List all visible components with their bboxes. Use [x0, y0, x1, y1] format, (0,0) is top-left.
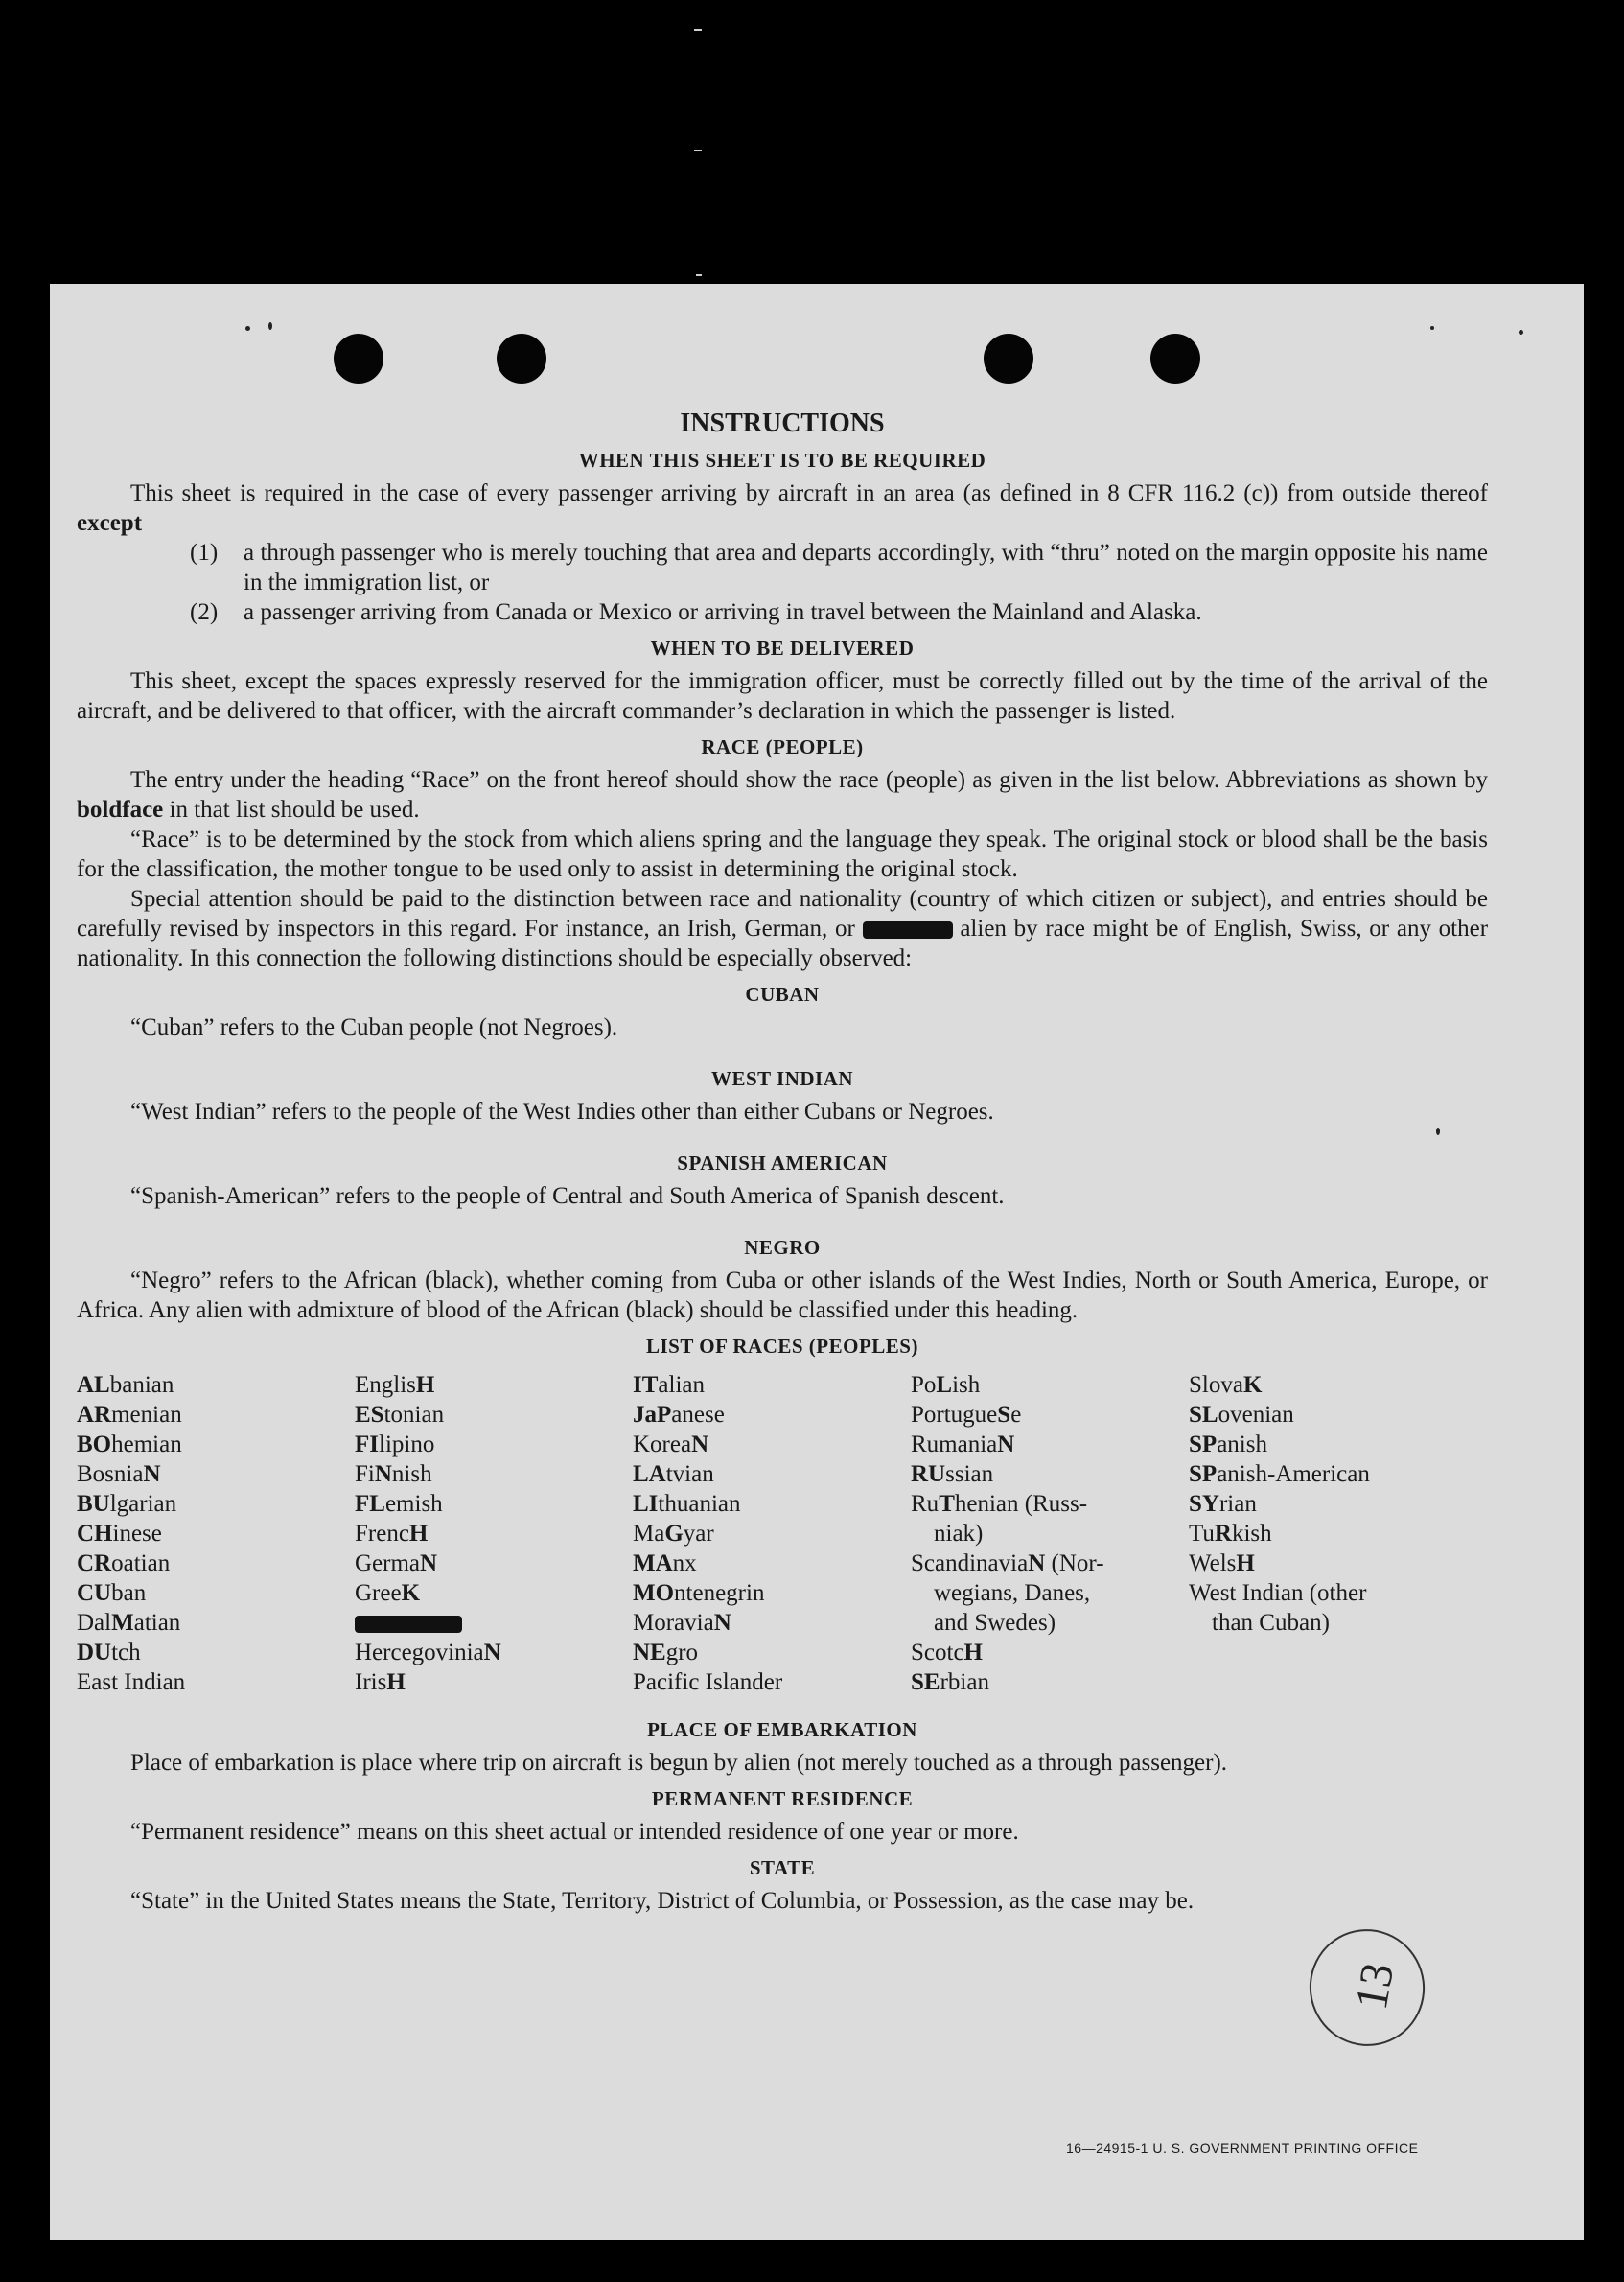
- race-entry: [911, 1400, 1189, 1430]
- race-text: Po: [911, 1372, 937, 1398]
- abbreviation-letters: SL: [1189, 1402, 1218, 1428]
- abbreviation-letters: AL: [77, 1372, 110, 1398]
- race-entry: [77, 1519, 355, 1548]
- paragraph-race-1: [77, 765, 1488, 825]
- race-entry: [77, 1667, 355, 1697]
- page-title: INSTRUCTIONS: [680, 408, 885, 438]
- race-entry: [77, 1370, 355, 1400]
- race-text: Hercegovinia: [355, 1640, 484, 1665]
- race-text: wegians, Danes,: [934, 1580, 1091, 1606]
- paragraph-west-indian: “West Indian” refers to the people of the West Indies other than either Cubans or Negroes.: [130, 1099, 994, 1125]
- race-entry: [77, 1578, 355, 1608]
- abbreviation-letters: H: [415, 1372, 435, 1398]
- race-entry: [1189, 1489, 1438, 1519]
- race-entry: [355, 1578, 633, 1608]
- race-text: Portugue: [911, 1402, 998, 1428]
- abbreviation-letters: H: [1236, 1550, 1255, 1576]
- race-3-a: Special attention should be paid to the distinction between race and nationality (country of which citizen or subject), and entries should be carefully revised by inspectors in this regard. For instance, an Irish, German, or: [77, 886, 1488, 942]
- race-entry: [77, 1638, 355, 1667]
- abbreviation-letters: S: [997, 1402, 1011, 1428]
- when-required-intro: This sheet is required in the case of every passenger arriving by aircraft in an area (as defined in 8 CFR 116.2 (c)) from outside thereof: [130, 480, 1488, 506]
- race-entry: [633, 1548, 911, 1578]
- race-entry: [355, 1667, 633, 1697]
- speck: [245, 326, 250, 331]
- paragraph-race-2: “Race” is to be determined by the stock from which aliens spring and the language they speak. The original stock or blood shall be the basis for the classification, the mother tongue to be used only to assist in determining the original stock.: [77, 827, 1488, 882]
- abbreviation-letters: BU: [77, 1491, 110, 1517]
- races-column: [77, 1370, 355, 1697]
- races-column: [911, 1370, 1189, 1697]
- paragraph-negro: “Negro” refers to the African (black), whether coming from Cuba or other islands of the West Indies, North or South America, Europe, or Africa. Any alien with admixture of blood of the African (black) should be classified under this heading.: [77, 1268, 1488, 1323]
- abbreviation-letters: N: [713, 1610, 731, 1636]
- abbreviation-letters: K: [401, 1580, 421, 1606]
- heading-race: RACE (PEOPLE): [701, 735, 864, 758]
- race-entry: [911, 1578, 1189, 1608]
- clause-1: [77, 538, 1488, 597]
- race-text: Ru: [911, 1491, 940, 1517]
- race-text: ovenian: [1218, 1402, 1294, 1428]
- scan-artifact: [694, 150, 702, 151]
- race-entry: [77, 1608, 355, 1638]
- printing-office-code: 16—24915-1 U. S. GOVERNMENT PRINTING OFFICE: [1066, 2140, 1419, 2155]
- race-entry: [355, 1638, 633, 1667]
- clause-2-text: a passenger arriving from Canada or Mexico or arriving in travel between the Mainland and Alaska.: [244, 599, 1202, 625]
- paragraph-residence: “Permanent residence” means on this sheet actual or intended residence of one year or more.: [130, 1819, 1019, 1845]
- abbreviation-letters: L: [936, 1372, 953, 1398]
- race-text: Scotc: [911, 1640, 964, 1665]
- race-text: rian: [1218, 1491, 1257, 1517]
- race-text: menian: [111, 1402, 182, 1428]
- race-entry: [911, 1370, 1189, 1400]
- scan-artifact: [696, 274, 702, 276]
- abbreviation-letters: T: [939, 1491, 955, 1517]
- race-text: Rumania: [911, 1432, 998, 1457]
- abbreviation-letters: N: [1028, 1550, 1046, 1576]
- abbreviation-letters: LI: [633, 1491, 659, 1517]
- race-entry: [77, 1489, 355, 1519]
- race-text: Scandinavia: [911, 1550, 1029, 1576]
- abbreviation-letters: N: [143, 1461, 161, 1487]
- heading-spanish-american: SPANISH AMERICAN: [677, 1152, 888, 1175]
- race-text: niak): [934, 1521, 984, 1547]
- race-entry: [633, 1430, 911, 1459]
- race-entry: [1189, 1548, 1438, 1578]
- race-text: anese: [671, 1402, 725, 1428]
- race-text: tvian: [665, 1461, 714, 1487]
- race-entry: [1189, 1459, 1438, 1489]
- race-text: Frenc: [355, 1521, 409, 1547]
- race-entry: [911, 1638, 1189, 1667]
- clause-2: [77, 597, 1488, 627]
- race-text: ntenegrin: [674, 1580, 765, 1606]
- heading-west-indian: WEST INDIAN: [710, 1067, 854, 1090]
- race-text: East Indian: [77, 1669, 186, 1695]
- race-1-boldface: boldface: [77, 797, 164, 823]
- race-entry: [911, 1667, 1189, 1697]
- heading-cuban: CUBAN: [745, 983, 820, 1006]
- race-entry: [1189, 1608, 1438, 1638]
- abbreviation-letters: M: [111, 1610, 134, 1636]
- race-entry: [355, 1459, 633, 1489]
- abbreviation-letters: AR: [77, 1402, 112, 1428]
- race-text: thuanian: [658, 1491, 741, 1517]
- paragraph-spanish-american: “Spanish-American” refers to the people of Central and South America of Spanish descent.: [130, 1183, 1005, 1209]
- race-text: Wels: [1189, 1550, 1237, 1576]
- clause-1-number: (1): [190, 540, 219, 566]
- race-entry: [1189, 1519, 1438, 1548]
- redaction-mark: [863, 921, 953, 939]
- abbreviation-letters: LA: [633, 1461, 666, 1487]
- race-3-b: alien by race might be of English, Swiss, or any other nationality. In this connection the following distinctions should be especially observed:: [77, 916, 1489, 971]
- clause-1-text: a through passenger who is merely touching that area and departs accordingly, with “thru” noted on the margin opposite his name in the immigration list, or: [244, 540, 1488, 595]
- abbreviation-letters: G: [664, 1521, 684, 1547]
- race-text: rbian: [940, 1669, 989, 1695]
- race-entry: [633, 1400, 911, 1430]
- race-text: ban: [111, 1580, 147, 1606]
- race-text: oatian: [111, 1550, 171, 1576]
- heading-residence: PERMANENT RESIDENCE: [651, 1787, 914, 1810]
- race-text: anish-American: [1217, 1461, 1370, 1487]
- race-entry: [911, 1459, 1189, 1489]
- race-text: lipino: [379, 1432, 435, 1457]
- race-text: nish: [391, 1461, 432, 1487]
- abbreviation-letters: JaP: [633, 1402, 672, 1428]
- race-entry: [911, 1548, 1189, 1578]
- race-text: Slova: [1189, 1372, 1243, 1398]
- race-entry: [633, 1608, 911, 1638]
- abbreviation-letters: SP: [1189, 1461, 1218, 1487]
- race-text: banian: [109, 1372, 174, 1398]
- paragraph-state: “State” in the United States means the State, Territory, District of Columbia, or Possession, as the case may be.: [130, 1888, 1195, 1914]
- race-text: ish: [952, 1372, 981, 1398]
- race-text: Fi: [355, 1461, 375, 1487]
- race-text: tch: [111, 1640, 141, 1665]
- abbreviation-letters: N: [483, 1640, 501, 1665]
- race-text: Dal: [77, 1610, 112, 1636]
- race-entry: [633, 1519, 911, 1548]
- punch-hole: [497, 334, 546, 384]
- punch-hole: [1150, 334, 1200, 384]
- race-1-a: The entry under the heading “Race” on the front hereof should show the race (people) as given in the list below. Abbreviations as shown by: [130, 767, 1488, 793]
- race-text: nx: [672, 1550, 697, 1576]
- clause-2-number: (2): [190, 599, 219, 625]
- race-entry: [355, 1608, 633, 1638]
- race-text: Englis: [355, 1372, 416, 1398]
- abbreviation-letters: N: [691, 1432, 709, 1457]
- abbreviation-letters: N: [420, 1550, 438, 1576]
- race-text: Bosnia: [77, 1461, 144, 1487]
- race-text: (Nor-: [1045, 1550, 1104, 1576]
- race-entry: [355, 1548, 633, 1578]
- race-text: inese: [112, 1521, 162, 1547]
- race-text: Germa: [355, 1550, 421, 1576]
- race-text: ssian: [945, 1461, 994, 1487]
- race-text: than Cuban): [1212, 1610, 1330, 1636]
- race-entry: [1189, 1400, 1438, 1430]
- race-text: Tu: [1189, 1521, 1215, 1547]
- paragraph-race-3: [77, 884, 1488, 973]
- speck: [1519, 330, 1523, 335]
- races-column: [633, 1370, 911, 1697]
- race-entry: [77, 1400, 355, 1430]
- abbreviation-letters: H: [408, 1521, 429, 1547]
- speck: [268, 322, 272, 330]
- race-text: Moravia: [633, 1610, 714, 1636]
- document-page: [50, 284, 1584, 2240]
- race-entry: [1189, 1370, 1438, 1400]
- abbreviation-letters: FI: [355, 1432, 379, 1457]
- race-entry: [355, 1430, 633, 1459]
- race-entry: [355, 1400, 633, 1430]
- race-text: Ma: [633, 1521, 665, 1547]
- race-text: West Indian (other: [1189, 1580, 1367, 1606]
- race-text: Pacific Islander: [633, 1669, 783, 1695]
- race-1-b: in that list should be used.: [169, 797, 420, 823]
- race-entry: [77, 1459, 355, 1489]
- race-text: hemian: [111, 1432, 182, 1457]
- abbreviation-letters: RU: [911, 1461, 946, 1487]
- abbreviation-letters: H: [963, 1640, 983, 1665]
- abbreviation-letters: BO: [77, 1432, 112, 1457]
- abbreviation-letters: ES: [355, 1402, 384, 1428]
- abbreviation-letters: H: [386, 1669, 406, 1695]
- race-text: anish: [1217, 1432, 1267, 1457]
- race-entry: [1189, 1578, 1438, 1608]
- race-entry: [911, 1519, 1189, 1548]
- race-text: yar: [683, 1521, 714, 1547]
- abbreviation-letters: SP: [1189, 1432, 1218, 1457]
- handwritten-number: 13: [1345, 1959, 1404, 2014]
- paragraph-when-delivered: This sheet, except the spaces expressly reserved for the immigration officer, must be correctly filled out by the time of the arrival of the aircraft, and be delivered to that officer, with the aircraft commander’s declaration in which the passenger is listed.: [77, 668, 1488, 724]
- abbreviation-letters: CH: [77, 1521, 113, 1547]
- abbreviation-letters: N: [997, 1432, 1015, 1457]
- abbreviation-letters: CR: [77, 1550, 112, 1576]
- abbreviation-letters: CU: [77, 1580, 112, 1606]
- scan-artifact: [694, 29, 702, 31]
- race-text: Gree: [355, 1580, 402, 1606]
- race-entry: [633, 1638, 911, 1667]
- race-entry: [633, 1370, 911, 1400]
- abbreviation-letters: SY: [1189, 1491, 1219, 1517]
- abbreviation-letters: DU: [77, 1640, 112, 1665]
- abbreviation-letters: SE: [911, 1669, 940, 1695]
- races-column: [355, 1370, 633, 1697]
- race-text: lgarian: [109, 1491, 177, 1517]
- paragraph-embarkation: Place of embarkation is place where trip on aircraft is begun by alien (not merely touched as a through passenger).: [130, 1750, 1228, 1776]
- race-text: alian: [658, 1372, 705, 1398]
- race-entry: [911, 1489, 1189, 1519]
- abbreviation-letters: MO: [633, 1580, 675, 1606]
- race-entry: [633, 1667, 911, 1697]
- race-text: Iris: [355, 1669, 387, 1695]
- race-entry: [355, 1489, 633, 1519]
- heading-list-of-races: LIST OF RACES (PEOPLES): [646, 1335, 918, 1358]
- instructions-content: [77, 408, 1488, 1916]
- race-entry: [633, 1578, 911, 1608]
- heading-state: STATE: [749, 1856, 816, 1879]
- race-text: tonian: [383, 1402, 445, 1428]
- paragraph-cuban: “Cuban” refers to the Cuban people (not Negroes).: [130, 1014, 618, 1040]
- race-entry: [77, 1430, 355, 1459]
- race-entry: [911, 1430, 1189, 1459]
- heading-embarkation: PLACE OF EMBARKATION: [647, 1718, 917, 1741]
- race-entry: [77, 1548, 355, 1578]
- race-entry: [633, 1489, 911, 1519]
- when-required-except: except: [77, 510, 143, 536]
- race-entry: [633, 1459, 911, 1489]
- heading-negro: NEGRO: [744, 1236, 821, 1259]
- race-entry: [911, 1608, 1189, 1638]
- races-column: [1189, 1370, 1438, 1697]
- race-text: henian (Russ-: [954, 1491, 1088, 1517]
- paragraph-when-required: [77, 478, 1488, 538]
- abbreviation-letters: FL: [355, 1491, 385, 1517]
- race-text: and Swedes): [934, 1610, 1056, 1636]
- speck: [1430, 326, 1434, 330]
- race-text: Korea: [633, 1432, 692, 1457]
- list-of-races: [77, 1370, 1488, 1697]
- abbreviation-letters: NE: [633, 1640, 666, 1665]
- race-entry: [355, 1370, 633, 1400]
- abbreviation-letters: K: [1242, 1372, 1263, 1398]
- race-text: atian: [133, 1610, 181, 1636]
- redaction-mark: [355, 1616, 462, 1633]
- race-text: emish: [384, 1491, 443, 1517]
- race-text: gro: [665, 1640, 699, 1665]
- punch-hole: [984, 334, 1033, 384]
- heading-when-required: WHEN THIS SHEET IS TO BE REQUIRED: [578, 449, 986, 472]
- abbreviation-letters: R: [1214, 1521, 1232, 1547]
- race-text: e: [1010, 1402, 1022, 1428]
- race-entry: [355, 1519, 633, 1548]
- race-entry: [1189, 1430, 1438, 1459]
- abbreviation-letters: MA: [633, 1550, 673, 1576]
- heading-when-delivered: WHEN TO BE DELIVERED: [650, 637, 915, 660]
- abbreviation-letters: IT: [633, 1372, 659, 1398]
- punch-hole: [334, 334, 383, 384]
- race-text: kish: [1231, 1521, 1272, 1547]
- abbreviation-letters: N: [374, 1461, 392, 1487]
